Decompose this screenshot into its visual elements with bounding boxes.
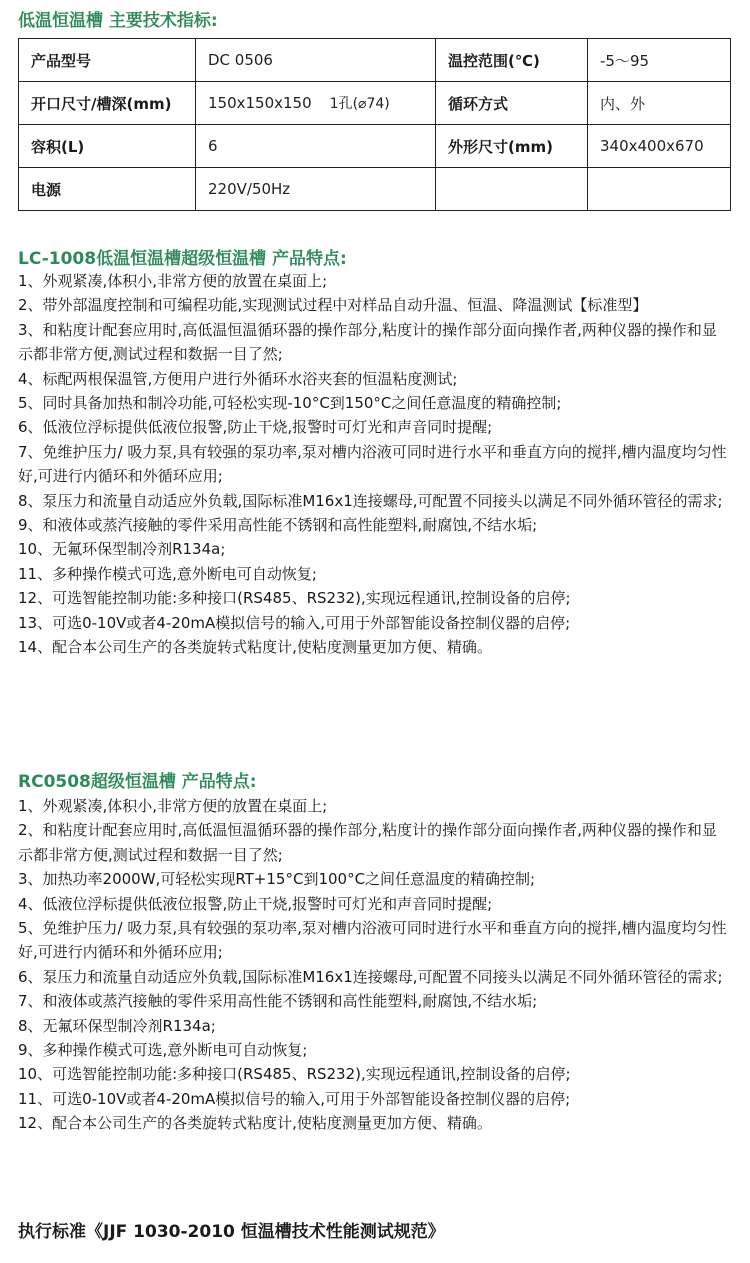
spec-label: 电源 bbox=[19, 168, 196, 211]
list-item: 9、多种操作模式可选,意外断电可自动恢复; bbox=[18, 1041, 308, 1060]
spec-value: -5～95 bbox=[588, 39, 731, 82]
list-item: 13、可选0-10V或者4-20mA模拟信号的输入,可用于外部智能设备控制仪器的启停; bbox=[18, 613, 571, 632]
section-lc-title: LC-1008低温恒温槽超级恒温槽 产品特点: bbox=[18, 249, 347, 269]
list-item: 10、无氟环保型制冷剂R134a; bbox=[18, 540, 226, 559]
list-item: 1、外观紧凑,体积小,非常方便的放置在桌面上; bbox=[18, 272, 328, 290]
list-item: 3、加热功率2000W,可轻松实现RT+15°C到100°C之间任意温度的精确控制; bbox=[18, 870, 536, 889]
list-item: 6、泵压力和流量自动适应外负载,国际标准M16x1连接螺母,可配置不同接头以满足不同外循环管径的需求; bbox=[18, 967, 723, 986]
spec-row bbox=[19, 82, 731, 125]
list-item: 3、和粘度计配套应用时,高低温恒温循环器的操作部分,粘度计的操作部分面向操作者,两种仪器的操作和显示都非常方便,测试过程和数据一目了然; bbox=[18, 320, 717, 364]
spec-label: 产品型号 bbox=[19, 39, 196, 82]
spec-value: 150x150x150 bbox=[208, 94, 312, 112]
list-item: 7、免维护压力/ 吸力泵,具有较强的泵功率,泵对槽内浴液可同时进行水平和垂直方向的搅拌,槽内温度均匀性好,可进行内循环和外循环应用; bbox=[18, 442, 727, 486]
list-item: 5、同时具备加热和制冷功能,可轻松实现-10°C到150°C之间任意温度的精确控制; bbox=[18, 394, 562, 413]
list-item: 4、标配两根保温管,方便用户进行外循环水浴夹套的恒温粘度测试; bbox=[18, 369, 458, 388]
spec-label: 循环方式 bbox=[436, 82, 588, 125]
list-item: 8、泵压力和流量自动适应外负载,国际标准M16x1连接螺母,可配置不同接头以满足不同外循环管径的需求; bbox=[18, 491, 723, 510]
spec-label: 容积(L) bbox=[19, 125, 196, 168]
section-rc-list bbox=[18, 794, 730, 1136]
spec-label: 温控范围(℃) bbox=[436, 39, 588, 82]
spec-value: 6 bbox=[196, 125, 436, 168]
spec-label: 开口尺寸/槽深(mm) bbox=[19, 82, 196, 125]
list-item: 12、配合本公司生产的各类旋转式粘度计,使粘度测量更加方便、精确。 bbox=[18, 1114, 492, 1133]
list-item: 9、和液体或蒸汽接触的零件采用高性能不锈钢和高性能塑料,耐腐蚀,不结水垢; bbox=[18, 516, 538, 535]
main-heading: 低温恒温槽 主要技术指标: bbox=[18, 11, 218, 31]
list-item: 1、外观紧凑,体积小,非常方便的放置在桌面上; bbox=[18, 797, 328, 815]
spec-row bbox=[19, 125, 731, 168]
list-item: 8、无氟环保型制冷剂R134a; bbox=[18, 1016, 216, 1035]
list-item: 2、带外部温度控制和可编程功能,实现测试过程中对样品自动升温、恒温、降温测试【标准型】 bbox=[18, 296, 648, 315]
spec-value-cell bbox=[196, 82, 436, 125]
spec-value: 内、外 bbox=[588, 82, 731, 125]
spec-value: 340x400x670 bbox=[588, 125, 731, 168]
spec-table bbox=[18, 38, 731, 211]
list-item: 10、可选智能控制功能:多种接口(RS485、RS232),实现远程通讯,控制设备的启停; bbox=[18, 1065, 571, 1084]
spec-value: DC 0506 bbox=[196, 39, 436, 82]
list-item: 2、和粘度计配套应用时,高低温恒温循环器的操作部分,粘度计的操作部分面向操作者,两种仪器的操作和显示都非常方便,测试过程和数据一目了然; bbox=[18, 821, 717, 864]
list-item: 6、低液位浮标提供低液位报警,防止干烧,报警时可灯光和声音同时提醒; bbox=[18, 418, 493, 437]
spec-label: 外形尺寸(mm) bbox=[436, 125, 588, 168]
standard-reference: 执行标准《JJF 1030-2010 恒温槽技术性能测试规范》 bbox=[18, 1222, 445, 1242]
spec-label bbox=[436, 168, 588, 211]
section-lc-list bbox=[18, 269, 730, 660]
list-item: 14、配合本公司生产的各类旋转式粘度计,使粘度测量更加方便、精确。 bbox=[18, 638, 492, 657]
section-rc-title: RC0508超级恒温槽 产品特点: bbox=[18, 772, 257, 792]
spec-value: 220V/50Hz bbox=[196, 168, 436, 211]
list-item: 4、低液位浮标提供低液位报警,防止干烧,报警时可灯光和声音同时提醒; bbox=[18, 894, 493, 913]
spec-row bbox=[19, 39, 731, 82]
list-item: 5、免维护压力/ 吸力泵,具有较强的泵功率,泵对槽内浴液可同时进行水平和垂直方向的搅拌,槽内温度均匀性好,可进行内循环和外循环应用; bbox=[18, 919, 727, 962]
spec-value-extra: 1孔(⌀74) bbox=[329, 96, 390, 112]
list-item: 7、和液体或蒸汽接触的零件采用高性能不锈钢和高性能塑料,耐腐蚀,不结水垢; bbox=[18, 992, 538, 1011]
list-item: 11、可选0-10V或者4-20mA模拟信号的输入,可用于外部智能设备控制仪器的启停; bbox=[18, 1089, 571, 1108]
list-item: 12、可选智能控制功能:多种接口(RS485、RS232),实现远程通讯,控制设备的启停; bbox=[18, 589, 571, 608]
list-item: 11、多种操作模式可选,意外断电可自动恢复; bbox=[18, 564, 317, 583]
spec-row bbox=[19, 168, 731, 211]
spec-value bbox=[588, 168, 731, 211]
